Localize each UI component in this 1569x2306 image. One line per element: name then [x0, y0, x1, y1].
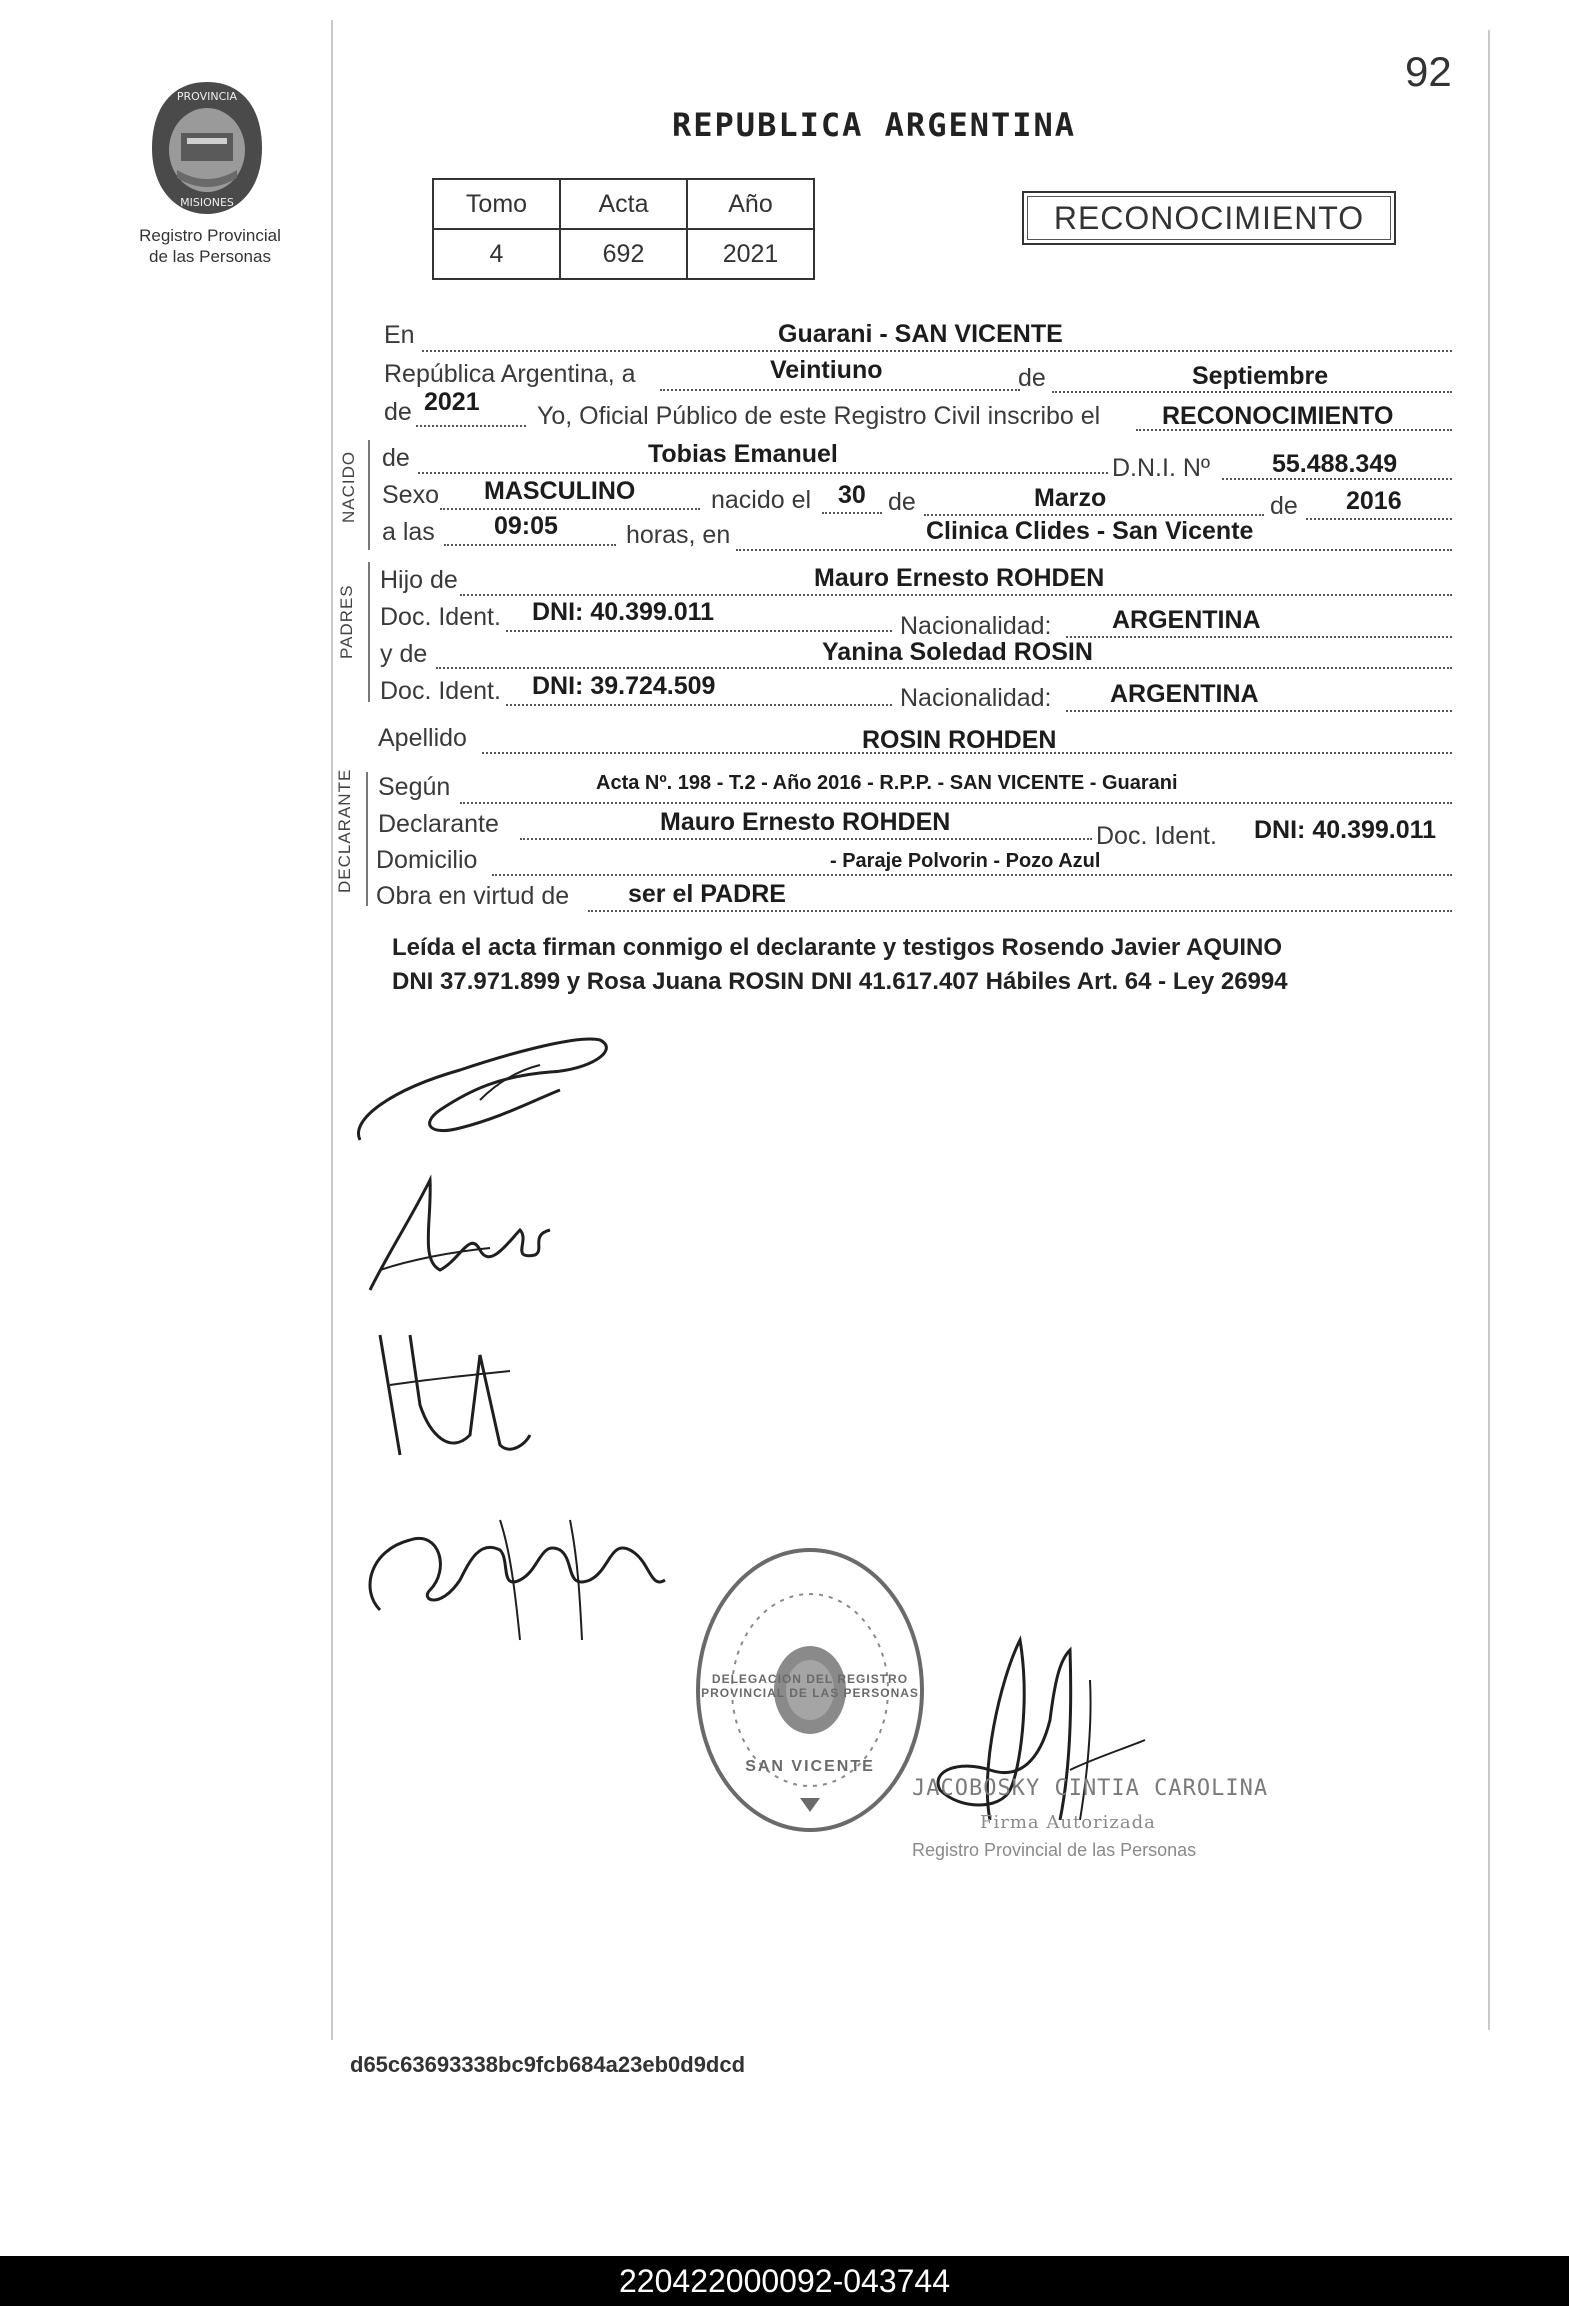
- obra-label: Obra en virtud de: [376, 882, 570, 910]
- svg-text:MISIONES: MISIONES: [180, 196, 234, 209]
- declarante-side-label: DECLARANTE: [335, 768, 354, 893]
- official-role: Firma Autorizada: [980, 1812, 1156, 1833]
- register-table-row: [433, 229, 814, 279]
- seal-city: SAN VICENTE: [745, 1758, 875, 1775]
- domicilio-dotted-line: [492, 874, 1452, 876]
- signature-witness-3: [350, 1480, 680, 1650]
- document-hash: d65c63693338bc9fcb684a23eb0d9dcd: [350, 2052, 746, 2077]
- segun-value: Acta Nº. 198 - T.2 - Año 2016 - R.P.P. - SAN VICENTE - Guarani: [596, 772, 1178, 794]
- signature-witness-2: [370, 1315, 540, 1465]
- hora-value: 09:05: [494, 512, 558, 540]
- madre-doc-value: DNI: 39.724.509: [532, 672, 716, 700]
- madre-nac-value: ARGENTINA: [1110, 680, 1259, 708]
- domicilio-value: - Paraje Polvorin - Pozo Azul: [830, 850, 1101, 872]
- year-value: 2021: [424, 388, 480, 416]
- hijo-de-label: Hijo de: [380, 566, 458, 594]
- en-dotted-line: [422, 350, 1452, 352]
- signature-witness-1: [360, 1160, 560, 1310]
- logo-caption-2: de las Personas: [149, 247, 271, 266]
- inscribo-value: RECONOCIMIENTO: [1162, 402, 1394, 430]
- left-margin-line: [331, 20, 333, 2040]
- nac-dia-value: 30: [838, 481, 866, 509]
- nombre-dotted-line: [418, 472, 1108, 474]
- closing-line-2: DNI 37.971.899 y Rosa Juana ROSIN DNI 41.617.407 Hábiles Art. 64 - Ley 26994: [392, 968, 1288, 995]
- official-org: Registro Provincial de las Personas: [912, 1840, 1197, 1860]
- coat-of-arms-icon: [147, 78, 267, 218]
- padre-dotted-line: [460, 594, 1452, 596]
- table-value-anio: 2021: [687, 229, 814, 279]
- madre-value: Yanina Soledad ROSIN: [822, 638, 1093, 666]
- nac-anio-dotted-line: [1306, 518, 1452, 520]
- year-dotted-line: [416, 425, 526, 427]
- hora-dotted-line: [444, 544, 616, 546]
- madre-nac-label: Nacionalidad:: [900, 684, 1052, 712]
- declarante-dotted-line: [520, 838, 1092, 840]
- closing-line-1: Leída el acta firman conmigo el declarante y testigos Rosendo Javier AQUINO: [392, 934, 1283, 961]
- table-header-acta: Acta: [560, 179, 687, 229]
- obra-dotted-line: [588, 910, 1452, 912]
- nac-anio-value: 2016: [1346, 487, 1402, 515]
- lugar-value: Clinica Clides - San Vicente: [926, 517, 1254, 545]
- official-seal: [690, 1540, 930, 1840]
- madre-nac-dotted-line: [1066, 710, 1452, 712]
- table-value-tomo: 4: [433, 229, 560, 279]
- horas-en-label: horas, en: [626, 521, 731, 549]
- padre-doc-label: Doc. Ident.: [380, 603, 501, 631]
- de-label: de: [1018, 364, 1046, 392]
- year-prefix-label: de: [384, 398, 412, 426]
- register-table-header: [433, 179, 814, 229]
- padre-nac-label: Nacionalidad:: [900, 612, 1052, 640]
- en-value: Guarani - SAN VICENTE: [778, 320, 1063, 348]
- nacido-side-label: NACIDO: [339, 450, 358, 523]
- obra-value: ser el PADRE: [628, 880, 786, 908]
- domicilio-label: Domicilio: [376, 846, 478, 874]
- table-header-tomo: Tomo: [433, 179, 560, 229]
- dni-label: D.N.I. Nº: [1112, 454, 1211, 482]
- declarante-value: Mauro Ernesto ROHDEN: [660, 808, 951, 836]
- republica-label: República Argentina, a: [384, 360, 636, 388]
- padre-nac-value: ARGENTINA: [1112, 606, 1261, 634]
- padres-section-bar: [368, 562, 370, 702]
- y-de-label: y de: [380, 640, 428, 668]
- segun-label: Según: [378, 773, 451, 801]
- nac-de1-label: de: [888, 488, 916, 516]
- oficial-text: Yo, Oficial Público de este Registro Civil inscribo el: [537, 402, 1101, 430]
- nac-mes-value: Marzo: [1034, 484, 1107, 512]
- decl-doc-label: Doc. Ident.: [1096, 822, 1217, 850]
- footer-code: 220422000092-043744: [0, 2256, 1569, 2306]
- madre-dotted-line: [436, 667, 1452, 669]
- official-name: JACOBOSKY CINTIA CAROLINA: [912, 1776, 1269, 1801]
- nac-mes-dotted-line: [924, 514, 1264, 516]
- declarante-section-bar: [366, 772, 368, 906]
- decl-doc-value: DNI: 40.399.011: [1254, 816, 1437, 844]
- document-type-box: [1022, 191, 1396, 245]
- day-value: Veintiuno: [770, 356, 883, 384]
- nac-dia-dotted-line: [822, 512, 882, 514]
- segun-dotted-line: [460, 802, 1452, 804]
- document-type: RECONOCIMIENTO: [1053, 199, 1365, 236]
- seal-text: DELEGACION DEL REGISTRO PROVINCIAL DE LAS PERSONAS: [701, 1672, 919, 1700]
- padres-side-label: PADRES: [337, 584, 356, 659]
- dni-value: 55.488.349: [1272, 450, 1398, 478]
- nombre-value: Tobias Emanuel: [648, 440, 838, 468]
- province-logo: [147, 78, 267, 218]
- lugar-dotted-line: [736, 549, 1452, 551]
- sexo-value: MASCULINO: [484, 477, 636, 505]
- month-value: Septiembre: [1192, 362, 1329, 390]
- padre-doc-dotted-line: [506, 630, 892, 632]
- country-title: REPUBLICA ARGENTINA: [672, 106, 1077, 144]
- nacido-de-label: de: [382, 444, 410, 472]
- nacido-el-label: nacido el: [711, 486, 812, 514]
- nacido-section-bar: [368, 440, 370, 550]
- padre-nac-dotted-line: [1066, 636, 1452, 638]
- apellido-label: Apellido: [378, 724, 467, 752]
- madre-doc-dotted-line: [506, 704, 892, 706]
- day-dotted-line: [660, 389, 1020, 391]
- register-table: [432, 178, 815, 280]
- signature-declarante: [350, 1010, 620, 1150]
- sexo-dotted-line: [440, 508, 700, 510]
- logo-caption-1: Registro Provincial: [139, 226, 281, 245]
- en-label: En: [384, 321, 415, 349]
- svg-text:PROVINCIA: PROVINCIA: [176, 90, 238, 103]
- page-number: 92: [1405, 48, 1452, 95]
- right-margin-line: [1488, 30, 1490, 2030]
- padre-doc-value: DNI: 40.399.011: [532, 598, 715, 626]
- table-value-acta: 692: [560, 229, 687, 279]
- padre-value: Mauro Ernesto ROHDEN: [814, 564, 1105, 592]
- month-dotted-line: [1052, 391, 1452, 393]
- table-header-anio: Año: [687, 179, 814, 229]
- apellido-value: ROSIN ROHDEN: [862, 726, 1057, 754]
- declarante-label: Declarante: [378, 810, 499, 838]
- a-las-label: a las: [382, 518, 435, 546]
- nac-de2-label: de: [1270, 492, 1298, 520]
- sexo-label: Sexo: [382, 481, 439, 509]
- madre-doc-label: Doc. Ident.: [380, 677, 501, 705]
